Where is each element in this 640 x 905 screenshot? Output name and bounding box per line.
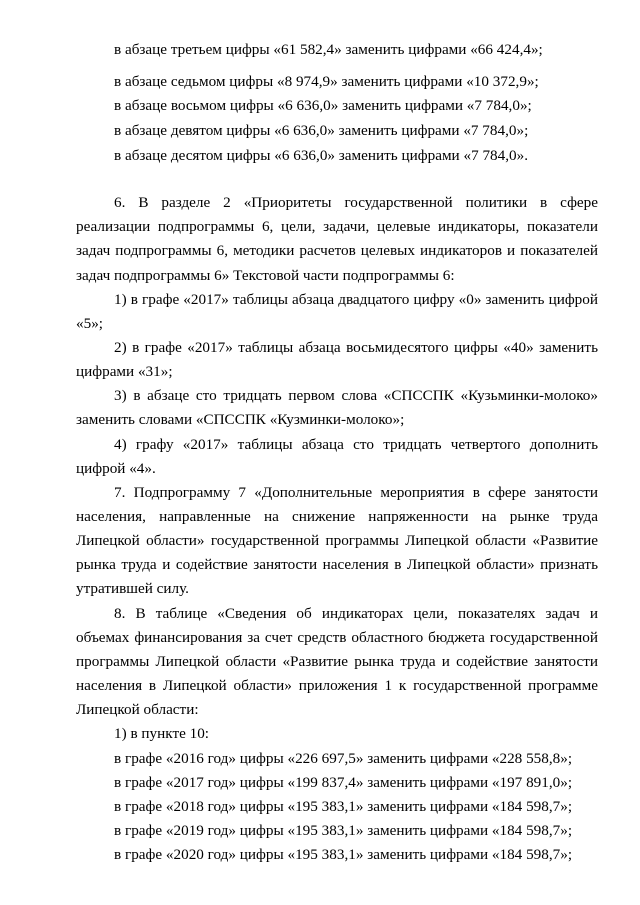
text-line: цифрами «31»; xyxy=(76,363,173,380)
text-line: в графе «2016 год» цифры «226 697,5» заменить цифрами «228 558,8»; xyxy=(114,750,573,767)
text-line: в абзаце седьмом цифры «8 974,9» заменить цифрами «10 372,9»; xyxy=(114,73,539,90)
text-line: 1) в пункте 10: xyxy=(114,725,210,742)
text-line: цифрой «4». xyxy=(76,460,156,477)
text-line: «5»; xyxy=(76,315,104,332)
text-line: реализации подпрограммы 6, цели, задачи, целевые индикаторы, показатели xyxy=(76,218,598,235)
text-line: задач подпрограммы 6, методики расчетов целевых индикаторов и показателей xyxy=(76,242,598,259)
text-line: в абзаце девятом цифры «6 636,0» заменить цифрами «7 784,0»; xyxy=(114,122,529,139)
text-line: в абзаце восьмом цифры «6 636,0» заменить цифрами «7 784,0»; xyxy=(114,97,532,114)
text-line: утратившей силу. xyxy=(76,580,189,597)
text-line: в абзаце третьем цифры «61 582,4» заменить цифрами «66 424,4»; xyxy=(114,41,543,58)
text-line: Липецкой области: xyxy=(76,701,199,718)
text-line: населения, направленные на снижение напряженности на рынке труда xyxy=(76,508,598,525)
text-line: объемах финансирования за счет средств областного бюджета государственной xyxy=(76,629,598,646)
text-line: 6. В разделе 2 «Приоритеты государственной политики в сфере xyxy=(114,194,598,211)
text-line: задач подпрограммы 6» Текстовой части подпрограммы 6: xyxy=(76,267,455,284)
text-line: рынка труда и содействие занятости населения в Липецкой области» признать xyxy=(76,556,598,573)
text-line: в графе «2019 год» цифры «195 383,1» заменить цифрами «184 598,7»; xyxy=(114,822,573,839)
text-line: 8. В таблице «Сведения об индикаторах цели, показателях задач и xyxy=(114,605,598,622)
text-line: в графе «2020 год» цифры «195 383,1» заменить цифрами «184 598,7»; xyxy=(114,846,573,863)
text-line: 7. Подпрограмму 7 «Дополнительные мероприятия в сфере занятости xyxy=(114,484,598,501)
text-line: населения в Липецкой области» приложения 1 к государственной программе xyxy=(76,677,598,694)
text-line: в графе «2017 год» цифры «199 837,4» заменить цифрами «197 891,0»; xyxy=(114,774,573,791)
text-line: 4) графу «2017» таблицы абзаца сто тридцать четвертого дополнить xyxy=(114,436,598,453)
text-line: программы Липецкой области «Развитие рынка труда и содействие занятости xyxy=(76,653,598,670)
text-line: 2) в графе «2017» таблицы абзаца восьмидесятого цифры «40» заменить xyxy=(114,339,598,356)
text-line: Липецкой области» государственной программы Липецкой области «Развитие xyxy=(76,532,598,549)
text-line: заменить словами «СПССПК «Кузминки-молоко»; xyxy=(76,411,405,428)
text-line: 3) в абзаце сто тридцать первом слова «СПССПК «Кузьминки-молоко» xyxy=(114,387,598,404)
text-line: в графе «2018 год» цифры «195 383,1» заменить цифрами «184 598,7»; xyxy=(114,798,573,815)
text-line: 1) в графе «2017» таблицы абзаца двадцатого цифру «0» заменить цифрой xyxy=(114,291,598,308)
text-line: в абзаце десятом цифры «6 636,0» заменить цифрами «7 784,0». xyxy=(114,147,529,164)
